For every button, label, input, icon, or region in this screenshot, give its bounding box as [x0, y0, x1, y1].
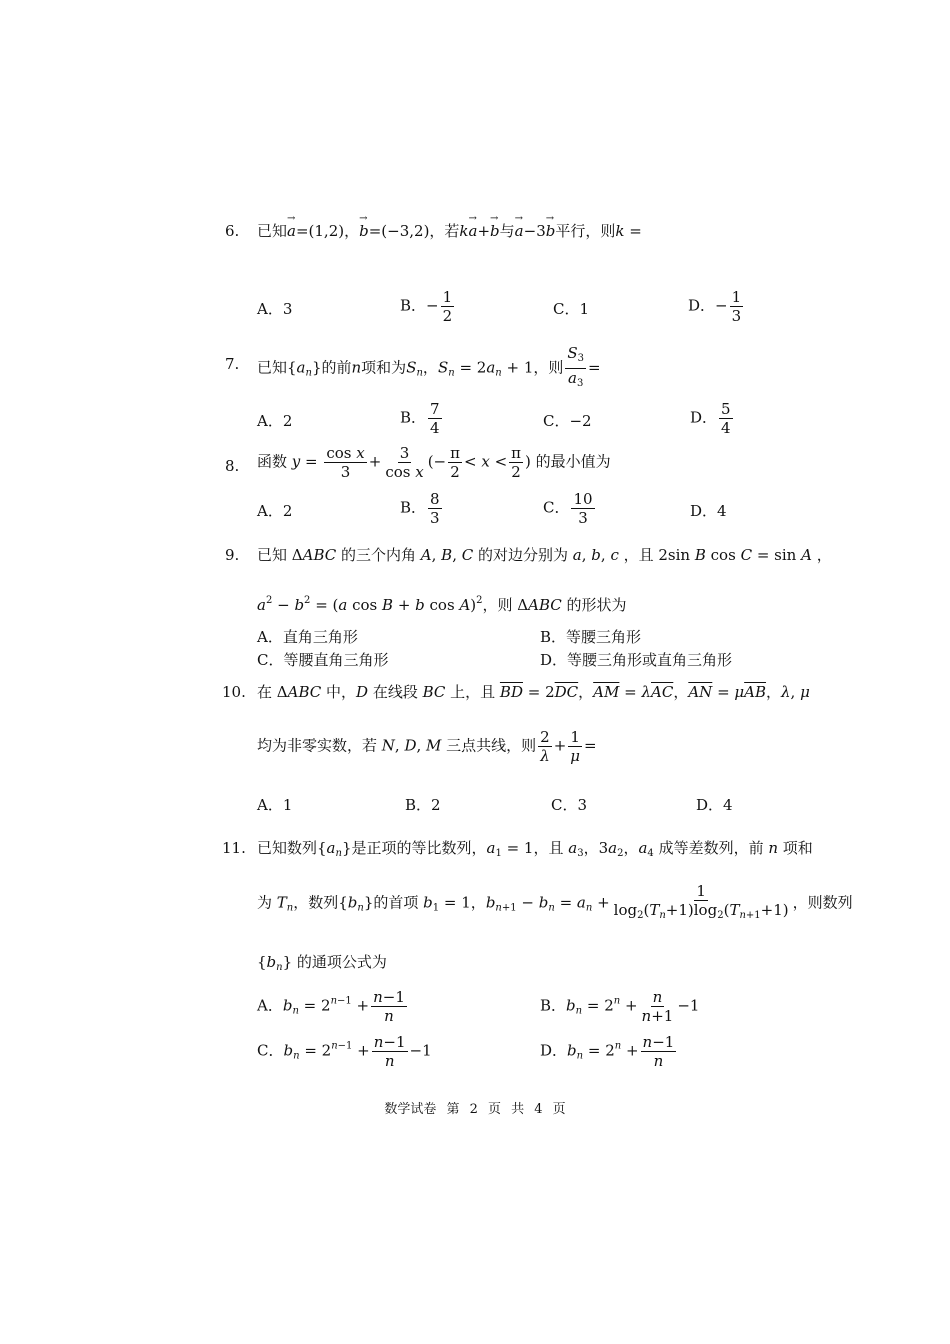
question-7 [0, 344, 950, 388]
question-stem: 已知$\{a_n\}$的前n项和为$S_n$，$S_n = 2a_n + 1$，则 $\frac{S_3}{a_3}$ = [257, 344, 601, 389]
option-b: B． $\frac{7}{4}$ [400, 400, 440, 437]
question-stem: 已知 ΔABC 的三个内角 A, B, C 的对边分别为 a, b, c ，且 2sin B cos C = sin A ， [257, 546, 832, 564]
question-number: 11. [222, 839, 246, 857]
question-11-line-3: $\{b_n\}$ 的通项公式为 [257, 953, 387, 973]
question-11-line-2: 为 $T_n$，数列$\{b_n\}$的首项 $b_1 = 1$，$b_{n+1} - b_n = a_n$ + $\frac{1}{\log_2(T_n+1)\log_2(T_{n+1}+1)}$ ，则数列 [257, 882, 853, 921]
option-d: D．等腰三角形或直角三角形 [540, 651, 733, 669]
option-c: C．等腰直角三角形 [257, 651, 389, 669]
option-a: A．$b_n = 2^{n-1}$ + $\frac{n-1}{n}$ [257, 988, 405, 1025]
question-8 [0, 444, 950, 488]
option-d: D．− $\frac{1}{3}$ [688, 288, 742, 325]
option-a: A．1 [257, 796, 293, 814]
option-c: C． $\frac{10}{3}$ [543, 490, 593, 527]
question-stem: 在 ΔABC 中，D 在线段 BC 上，且 $\overline{BD} = 2\overline{DC}$，$\overline{AM} = \lambda\overline{AC}$，$\overline{AN} = \mu\overline{AB}$，λ, μ [257, 683, 810, 701]
option-d: D． $\frac{5}{4}$ [690, 400, 731, 437]
page-footer: 数学试卷 第 2 页 共 4 页 [384, 1102, 566, 1117]
option-c: C．1 [553, 300, 590, 318]
option-d: D．$b_n = 2^n$ + $\frac{n-1}{n}$ [540, 1033, 675, 1070]
option-a: A．3 [257, 300, 293, 318]
question-number: 6. [225, 222, 240, 240]
question-number: 7. [225, 355, 240, 373]
question-stem: 函数 y = $\frac{\text{cos x}}{3}$ + $\frac{3}{\text{cos x}}$ (− $\frac{\pi}{2}$ < x < $\frac{\pi}{2}$ ) 的最小值为 [257, 444, 611, 481]
option-c: C．3 [551, 796, 588, 814]
option-b: B．$b_n = 2^n$ + $\frac{n}{n+1}$ −1 [540, 988, 700, 1025]
question-number: 9. [225, 546, 240, 564]
option-a: A．2 [257, 412, 293, 430]
question-9-line-2: $a^2 - b^2 = (a$ cos B + b cos A)$^2$，则 ΔABC 的形状为 [257, 595, 627, 614]
question-number: 10. [222, 683, 246, 701]
question-10-line-2: 均为非零实数，若 N, D, M 三点共线，则 $\frac{2}{\lambda}$ + $\frac{1}{\mu}$ = [257, 728, 597, 765]
option-b: B． $\frac{8}{3}$ [400, 490, 440, 527]
option-b: B．2 [405, 796, 441, 814]
question-stem: 已知数列$\{a_n\}$是正项的等比数列，$a_1 = 1$，且 $a_3$，$3a_2$，$a_4$ 成等差数列，前 n 项和 [257, 839, 813, 859]
option-d: D．4 [690, 502, 727, 520]
option-c: C．$b_n = 2^{n-1}$ + $\frac{n-1}{n}$ −1 [257, 1033, 432, 1070]
question-stem: 已知→ a=(1,2)，→ b=(−3,2)，若k→ a+→ b与→ a−3→ b平行，则k = [257, 221, 642, 241]
question-number: 8. [225, 457, 240, 475]
option-b: B．− $\frac{1}{2}$ [400, 288, 453, 325]
option-a: A．直角三角形 [257, 628, 358, 646]
option-b: B．等腰三角形 [540, 628, 642, 646]
option-d: D．4 [696, 796, 733, 814]
option-c: C．−2 [543, 412, 592, 430]
option-a: A．2 [257, 502, 293, 520]
